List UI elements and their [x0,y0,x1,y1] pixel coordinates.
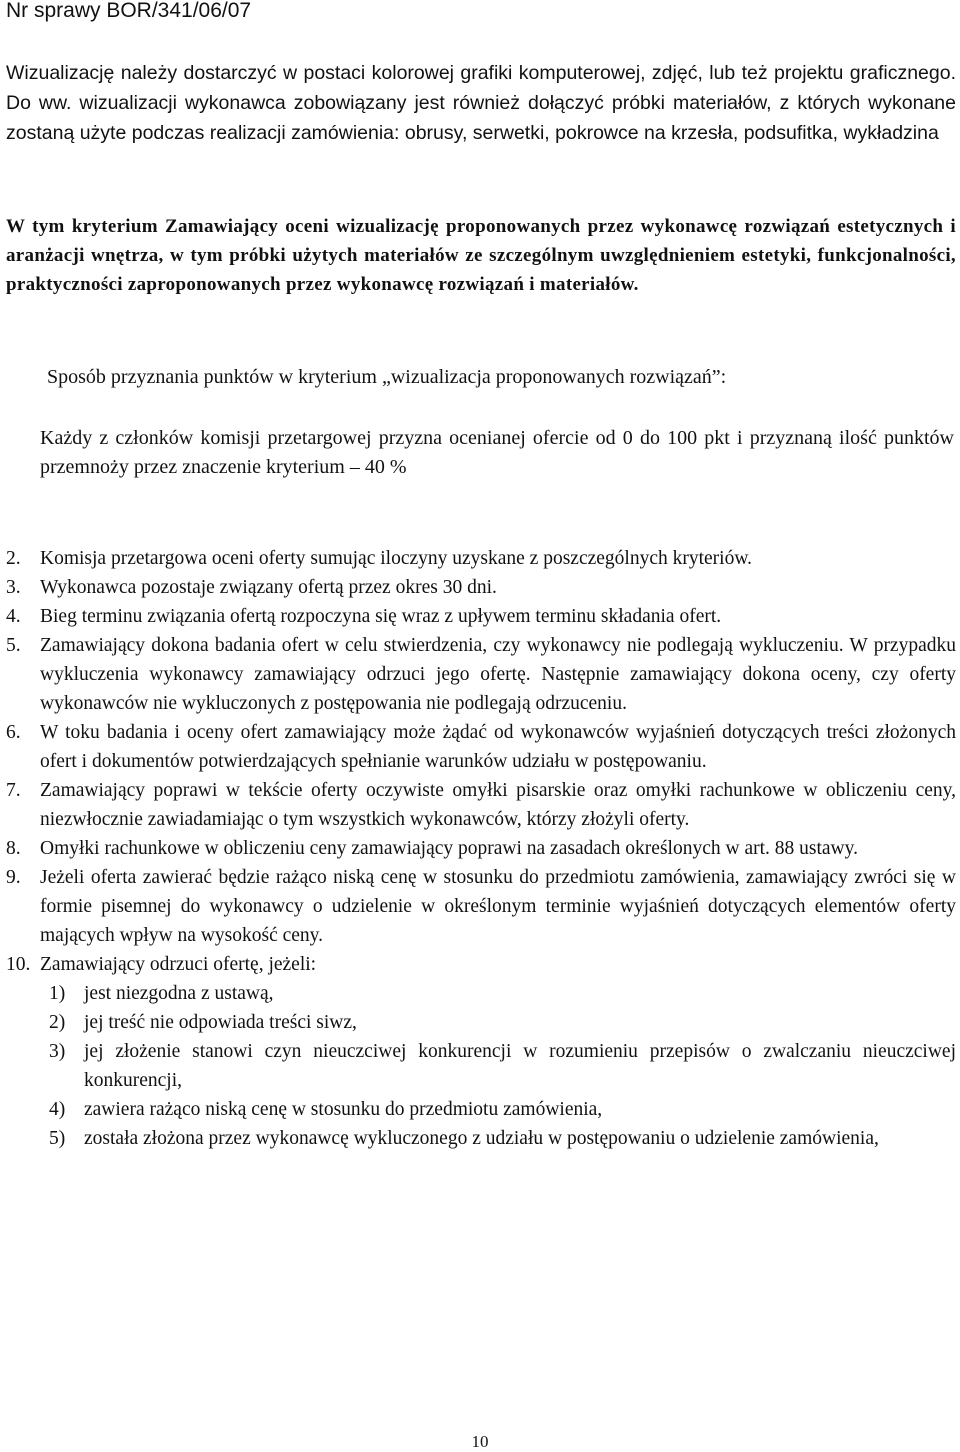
sub-list-item-number: 3) [49,1041,66,1062]
list-item-text: Zamawiający odrzuci ofertę, jeżeli: [40,954,317,975]
sub-list-item [6,1124,956,1153]
list-item-text: Jeżeli oferta zawierać będzie rażąco niską cenę w stosunku do przedmiotu zamówienia, zamawiający zwróci się w formie pisemnej do wykonawcy o udzielenie w określonym terminie wyjaśnień dotyczących elementów oferty mających wpływ na wysokość ceny. [40,867,956,946]
list-item-number: 9. [6,867,21,888]
sub-list-item [6,1037,956,1095]
list-item [6,631,956,718]
list-item [6,544,956,573]
list-item-text: W toku badania i oceny ofert zamawiający może żądać od wykonawców wyjaśnień dotyczących treści złożonych ofert i dokumentów potwierdzających spełnianie warunków udziału w postępowaniu. [40,722,956,772]
list-item-number: 4. [6,606,21,627]
sub-list-item-number: 5) [49,1128,66,1149]
sub-list-item-text: została złożona przez wykonawcę wykluczonego z udziału w postępowaniu o udzielenie zamówienia, [84,1128,879,1149]
sub-list-item-number: 2) [49,1012,66,1033]
list-item-number: 2. [6,548,21,569]
list-item-text: Bieg terminu związania ofertą rozpoczyna się wraz z upływem terminu składania ofert. [40,606,722,627]
page-number: 10 [471,1432,489,1451]
list-item [6,776,956,834]
list-item-text: Wykonawca pozostaje związany ofertą przez okres 30 dni. [40,577,497,598]
scoring-heading: Sposób przyznania punktów w kryterium „wizualizacja proponowanych rozwiązań”: [47,366,727,388]
sub-list-item [6,979,956,1008]
sub-list-item-text: zawiera rażąco niską cenę w stosunku do przedmiotu zamówienia, [84,1099,603,1120]
sub-list-item-text: jej złożenie stanowi czyn nieuczciwej konkurencji w rozumieniu przepisów o zwalczaniu nieuczciwej konkurencji, [84,1041,956,1091]
list-item [6,950,956,1153]
case-number-header: Nr sprawy BOR/341/06/07 [6,0,252,22]
list-item-text: Komisja przetargowa oceni oferty sumując iloczyny uzyskane z poszczególnych kryteriów. [40,548,753,569]
criterion-paragraph-bold: W tym kryterium Zamawiający oceni wizualizację proponowanych przez wykonawcę rozwiązań estetycznych i aranżacji wnętrza, w tym próbki użytych materiałów ze szczególnym uwzględnieniem estetyki, funkcjonalności, praktyczności zaproponowanych przez wykonawcę rozwiązań i materiałów. [6,216,956,295]
list-item [6,718,956,776]
list-item-text: Zamawiający dokona badania ofert w celu stwierdzenia, czy wykonawcy nie podlegają wykluczeniu. W przypadku wykluczenia wykonawcy zamawiający odrzuci jego ofertę. Następnie zamawiający dokona oceny, czy oferty wykonawców nie wykluczonych z postępowania nie podlegają odrzuceniu. [40,635,956,714]
list-item-number: 5. [6,635,21,656]
list-item-text: Zamawiający poprawi w tekście oferty oczywiste omyłki pisarskie oraz omyłki rachunkowe w obliczeniu ceny, niezwłocznie zawiadamiając o tym wszystkich wykonawców, którzy złożyli oferty. [40,780,956,830]
scoring-text: Każdy z członków komisji przetargowej przyzna ocenianej ofercie od 0 do 100 pkt i przyznaną ilość punktów przemnoży przez znaczenie kryterium – 40 % [40,427,954,478]
numbered-list [6,544,956,1153]
sub-list-item [6,1008,956,1037]
sub-list-item-text: jest niezgodna z ustawą, [84,983,274,1004]
list-item-number: 8. [6,838,21,859]
sub-list-item-number: 4) [49,1099,66,1120]
sub-list [6,979,956,1153]
list-item [6,602,956,631]
list-item-text: Omyłki rachunkowe w obliczeniu ceny zamawiający poprawi na zasadach określonych w art. 88 ustawy. [40,838,858,859]
sub-list-item [6,1095,956,1124]
list-item [6,573,956,602]
list-item-number: 3. [6,577,21,598]
list-item-number: 6. [6,722,21,743]
list-item [6,834,956,863]
visualization-paragraph: Wizualizację należy dostarczyć w postaci kolorowej grafiki komputerowej, zdjęć, lub też projektu graficznego. Do ww. wizualizacji wykonawca zobowiązany jest również dołączyć próbki materiałów, z których wykonane zostaną użyte podczas realizacji zamówienia: obrusy, serwetki, pokrowce na krzesła, podsufitka, wykładzina [6,62,956,144]
list-item-number: 7. [6,780,21,801]
sub-list-item-number: 1) [49,983,66,1004]
list-item-number: 10. [6,954,31,975]
sub-list-item-text: jej treść nie odpowiada treści siwz, [84,1012,357,1033]
list-item [6,863,956,950]
